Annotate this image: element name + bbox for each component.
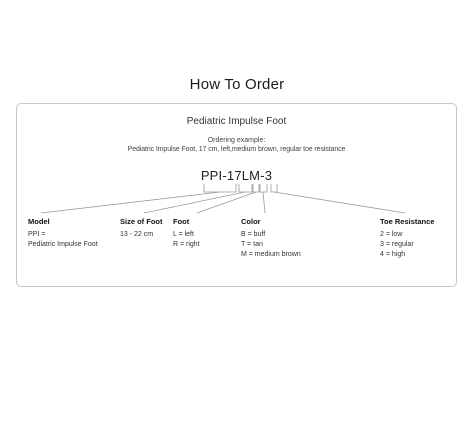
column-heading: Model xyxy=(28,217,50,226)
ordering-example-heading: Ordering example: xyxy=(207,137,266,144)
connector-toe xyxy=(274,192,405,213)
column-line: M = medium brown xyxy=(241,251,301,258)
column-line: Pediatric Impulse Foot xyxy=(28,241,98,248)
column-heading: Toe Resistance xyxy=(380,217,435,226)
bracket-size xyxy=(239,184,252,192)
connector-foot xyxy=(197,192,256,213)
code-connectors xyxy=(17,104,458,288)
column-foot xyxy=(173,217,200,250)
page-title: How To Order xyxy=(189,76,285,93)
bracket-toe xyxy=(271,184,277,192)
column-model xyxy=(28,217,98,250)
column-line: B = buff xyxy=(241,231,266,238)
column-color xyxy=(241,217,301,260)
column-line: L = left xyxy=(173,231,194,238)
bracket-foot xyxy=(253,184,259,192)
connector-color xyxy=(263,192,265,213)
product-code: PPI-17LM-3 xyxy=(200,168,273,183)
column-size-of-foot xyxy=(120,217,163,240)
column-line: PPI = xyxy=(28,231,46,238)
ordering-card xyxy=(16,103,457,287)
column-line: R = right xyxy=(173,241,200,248)
bracket-model xyxy=(204,184,236,192)
column-heading: Foot xyxy=(173,217,190,226)
column-line: 4 = high xyxy=(380,251,406,258)
column-heading: Color xyxy=(241,217,261,226)
column-line: T = tan xyxy=(241,241,263,248)
bracket-color xyxy=(260,184,267,192)
column-line: 2 = low xyxy=(380,231,403,238)
ordering-example-text: Pediatric Impulse Foot, 17 cm, left,medium brown, regular toe resistance xyxy=(127,146,346,153)
column-toe-resistance xyxy=(380,217,434,260)
column-heading: Size of Foot xyxy=(120,217,163,226)
column-line: 13 - 22 cm xyxy=(120,231,154,238)
column-line: 3 = regular xyxy=(380,241,414,248)
product-title: Pediatric Impulse Foot xyxy=(186,116,287,127)
